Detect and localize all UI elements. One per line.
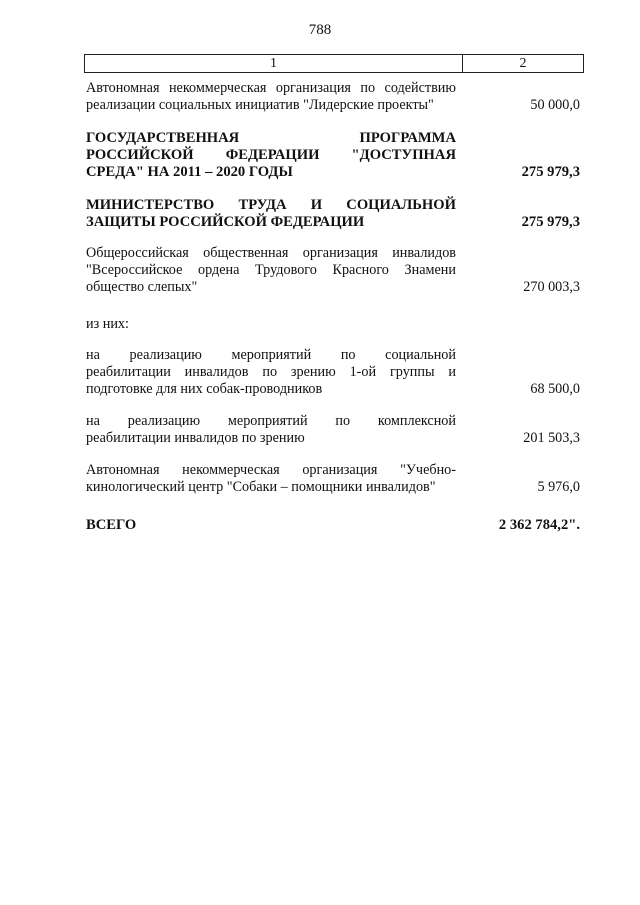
row-label: [86, 80, 456, 114]
row-label-line: МИНИСТЕРСТВО ТРУДА И СОЦИАЛЬНОЙ: [86, 197, 456, 213]
row-label: [86, 462, 456, 496]
row-label-line: на реализацию мероприятий по комплексной: [86, 413, 456, 429]
row-label-line: РОССИЙСКОЙ ФЕДЕРАЦИИ "ДОСТУПНАЯ: [86, 147, 456, 163]
row-label-line: СРЕДА" НА 2011 – 2020 ГОДЫ: [86, 164, 293, 180]
total-row: [86, 517, 580, 534]
row-label-line: из них:: [86, 316, 129, 332]
row-label-line: кинологический центр "Собаки – помощники инвалидов": [86, 479, 436, 495]
table-row: [86, 347, 580, 398]
row-label: [86, 245, 456, 296]
table-row: [86, 245, 580, 296]
table-row: [86, 197, 580, 231]
total-value: 2 362 784,2".: [498, 517, 580, 533]
row-label: [86, 347, 456, 398]
page-number: 788: [308, 22, 332, 38]
column-header-row: [84, 54, 584, 73]
row-label-line: реабилитации инвалидов по зрению: [86, 430, 305, 446]
row-value: 275 979,3: [521, 214, 580, 230]
row-label-line: общество слепых": [86, 279, 198, 295]
row-label: [86, 130, 456, 181]
table-row: [86, 80, 580, 114]
table-row: [86, 316, 580, 333]
row-label: [86, 413, 456, 447]
row-label-line: Общероссийская общественная организация инвалидов: [86, 245, 456, 261]
row-label: [86, 316, 456, 333]
column-header-1: 1: [85, 55, 463, 72]
row-label-line: Автономная некоммерческая организация по содействию: [86, 80, 456, 96]
row-label-line: на реализацию мероприятий по социальной: [86, 347, 456, 363]
row-label-line: ЗАЩИТЫ РОССИЙСКОЙ ФЕДЕРАЦИИ: [86, 214, 365, 230]
row-label-line: подготовке для них собак-проводников: [86, 381, 323, 397]
row-value: 270 003,3: [523, 279, 580, 295]
row-label-line: реализации социальных инициатив "Лидерские проекты": [86, 97, 434, 113]
row-label-line: ГОСУДАРСТВЕННАЯ ПРОГРАММА: [86, 130, 456, 146]
row-label-line: "Всероссийское ордена Трудового Красного Знамени: [86, 262, 456, 278]
row-value: 275 979,3: [521, 164, 580, 180]
table-row: [86, 413, 580, 447]
row-value: 50 000,0: [530, 97, 580, 113]
row-value: 5 976,0: [537, 479, 580, 495]
row-label-line: Автономная некоммерческая организация "Учебно-: [86, 462, 456, 478]
row-value: 68 500,0: [530, 381, 580, 397]
total-label: [86, 517, 456, 534]
row-label-line: ВСЕГО: [86, 517, 137, 533]
row-value: 201 503,3: [523, 430, 580, 446]
row-label: [86, 197, 456, 231]
table-row: [86, 462, 580, 496]
table-row: [86, 130, 580, 181]
column-header-2: 2: [519, 56, 527, 71]
row-label-line: реабилитации инвалидов по зрению 1-ой группы и: [86, 364, 456, 380]
